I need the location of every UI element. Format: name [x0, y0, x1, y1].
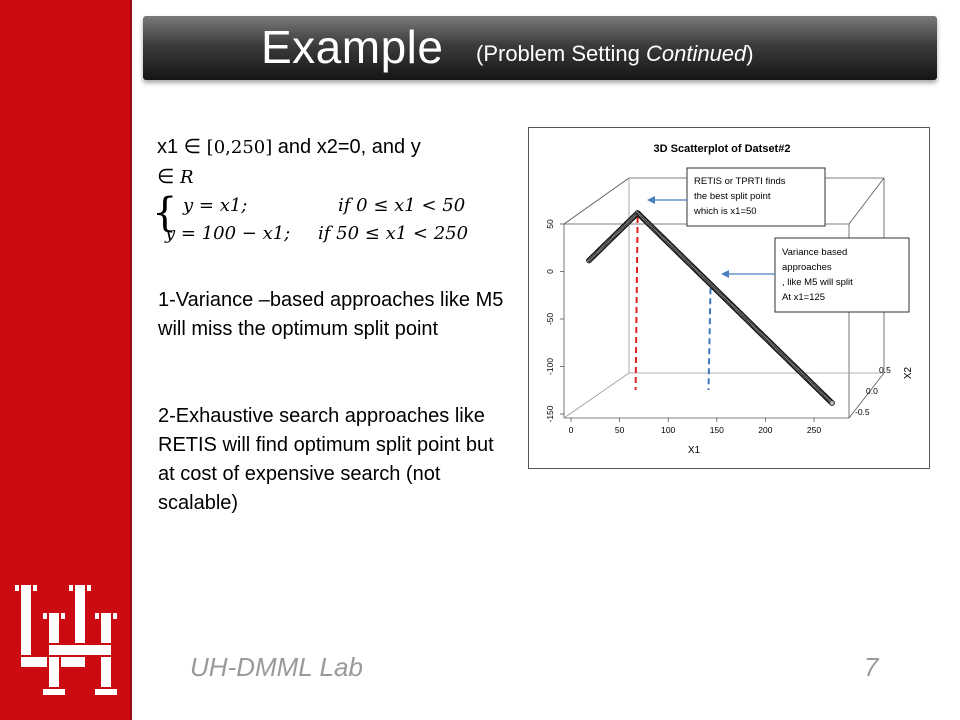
x-tick-label: 100	[661, 425, 676, 435]
svg-text:, like M5 will split: , like M5 will split	[782, 277, 853, 288]
footer-lab-name: UH-DMML Lab	[190, 652, 363, 682]
problem-line-2: ∈ R	[157, 166, 194, 188]
x-tick-label: 150	[709, 425, 724, 435]
split-lines	[636, 217, 711, 390]
y-axis-ticks	[545, 219, 564, 423]
svg-text:which is x1=50: which is x1=50	[694, 206, 757, 217]
z-tick-label: -0.5	[855, 407, 870, 417]
slide-title: Example	[261, 21, 444, 73]
chart-title: 3D Scatterplot of Datset#2	[653, 143, 791, 155]
x-tick-label: 250	[806, 425, 822, 435]
x-axis-label: X1	[687, 445, 701, 456]
split-line	[636, 217, 638, 390]
svg-text:the best split point: the best split point	[694, 191, 771, 202]
case-1-condition: if 0 ≤ x1 < 50	[338, 195, 466, 216]
y-tick-label: -50	[545, 312, 555, 326]
problem-line-1: x1 ∈ [0,250] and x2=0, and y	[157, 136, 421, 158]
x-tick-label: 50	[614, 425, 625, 435]
x-axis-ticks	[569, 418, 822, 435]
z-axis-label: X2	[903, 366, 914, 380]
z-tick-label: 0.5	[879, 365, 891, 375]
annotation-variance	[775, 238, 909, 312]
case-1-expression: y = x1;	[183, 195, 248, 216]
scatterplot-figure	[528, 127, 930, 469]
case-2-condition: if 50 ≤ x1 < 250	[318, 223, 469, 244]
title-bar	[143, 16, 937, 80]
case-2-expression: y = 100 − x1;	[165, 223, 291, 244]
y-tick-label: -150	[545, 405, 555, 423]
x-tick-label: 200	[758, 425, 773, 435]
x-tick-label: 0	[568, 425, 574, 435]
y-tick-label: 50	[545, 219, 555, 229]
split-line	[709, 288, 711, 390]
y-tick-label: -100	[545, 357, 555, 376]
point-variance: 1-Variance –based approaches like M5 will miss the optimum split point	[158, 289, 504, 340]
annotation-retis	[687, 168, 825, 226]
scatterplot-chart	[529, 128, 929, 468]
svg-text:At x1=125: At x1=125	[782, 292, 826, 303]
left-brand-bar	[0, 0, 132, 720]
page-number: 7	[864, 652, 879, 682]
data-point	[830, 401, 835, 406]
y-tick-label: 0	[545, 269, 555, 274]
point-exhaustive: 2-Exhaustive search approaches like RETIS will find optimum split point but at cost of expensive search (not scalable)	[158, 405, 494, 514]
slide-subtitle: (Problem Setting Continued)	[476, 41, 754, 66]
uh-logo-icon	[8, 578, 120, 702]
brace-icon: {	[152, 190, 178, 236]
svg-text:RETIS or TPRTI finds: RETIS or TPRTI finds	[694, 176, 786, 187]
svg-text:approaches: approaches	[782, 262, 832, 273]
svg-text:Variance based: Variance based	[782, 247, 848, 258]
z-tick-label: 0.0	[866, 386, 878, 396]
